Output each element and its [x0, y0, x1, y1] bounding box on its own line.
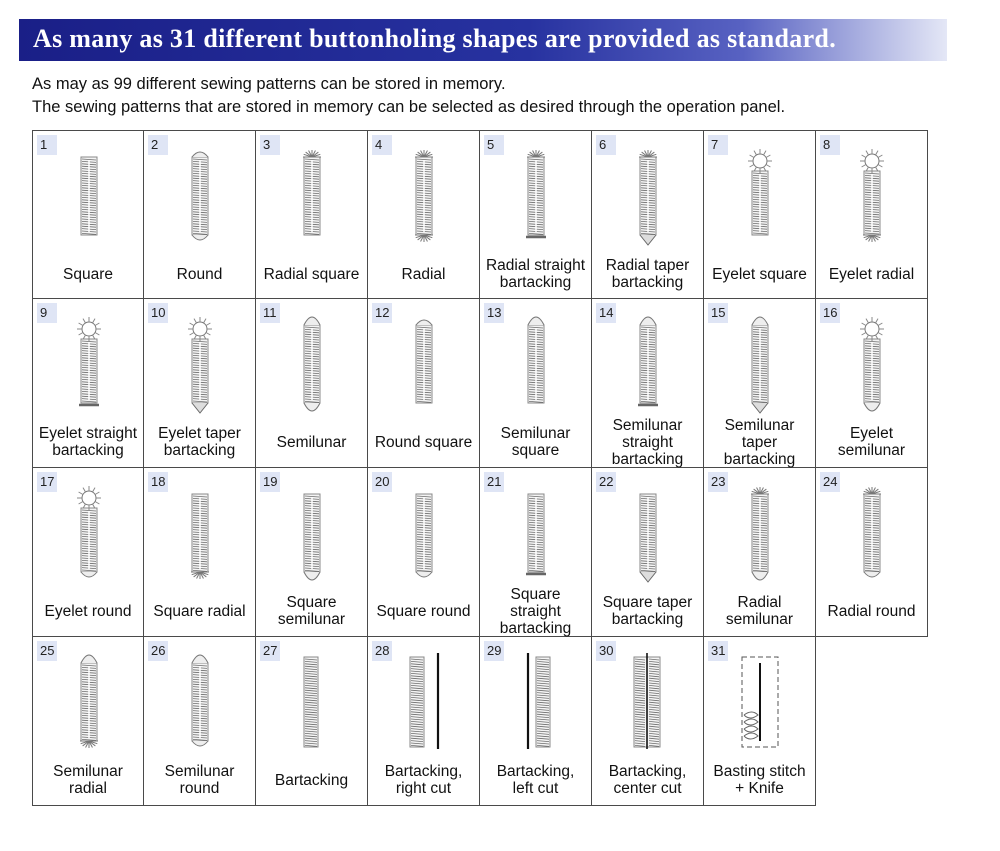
pattern-number: 20 — [372, 472, 392, 492]
square-round-buttonhole-icon — [394, 480, 454, 586]
pattern-number: 11 — [260, 303, 280, 323]
pattern-label: Semilunar — [276, 433, 347, 451]
pattern-cell — [368, 468, 480, 637]
pattern-cell — [144, 468, 256, 637]
pattern-cell — [144, 299, 256, 468]
pattern-cell — [816, 299, 928, 468]
pattern-number: 4 — [372, 135, 392, 155]
pattern-label: Bartacking, left cut — [496, 763, 575, 797]
intro-line-2: The sewing patterns that are stored in memory can be selected as desired through the operation panel. — [32, 98, 786, 116]
square-semilunar-buttonhole-icon — [282, 480, 342, 586]
radial-square-buttonhole-icon — [282, 143, 342, 249]
pattern-label: Eyelet round — [44, 602, 132, 620]
eyelet-taper-bartacking-buttonhole-icon — [170, 311, 230, 417]
pattern-cell — [368, 637, 480, 806]
pattern-number: 21 — [484, 472, 504, 492]
square-radial-buttonhole-icon — [170, 480, 230, 586]
pattern-cell — [144, 130, 256, 299]
pattern-cell — [592, 637, 704, 806]
pattern-label: Semilunar straight bartacking — [611, 416, 684, 468]
pattern-label: Square — [63, 265, 113, 283]
pattern-label: Eyelet taper bartacking — [158, 425, 241, 459]
pattern-label: Semilunar taper bartacking — [723, 416, 796, 468]
eyelet-radial-buttonhole-icon — [842, 143, 902, 249]
pattern-number: 18 — [148, 472, 168, 492]
pattern-cell — [256, 468, 368, 637]
pattern-label: Square straight bartacking — [499, 585, 572, 637]
pattern-number: 7 — [708, 135, 728, 155]
pattern-label: Square taper bartacking — [602, 594, 693, 628]
pattern-cell — [592, 299, 704, 468]
pattern-number: 14 — [596, 303, 616, 323]
semilunar-taper-bartacking-buttonhole-icon — [730, 311, 790, 417]
intro-text — [32, 73, 785, 119]
radial-buttonhole-icon — [394, 143, 454, 249]
pattern-cell — [368, 299, 480, 468]
pattern-label: Semilunar radial — [53, 763, 123, 797]
pattern-cell — [480, 637, 592, 806]
semilunar-round-buttonhole-icon — [170, 649, 230, 755]
pattern-number: 17 — [37, 472, 57, 492]
eyelet-square-buttonhole-icon — [730, 143, 790, 249]
square-straight-bartacking-buttonhole-icon — [506, 480, 566, 586]
bartacking-icon — [282, 649, 342, 755]
intro-line-1: As may as 99 different sewing patterns can be stored in memory. — [32, 75, 506, 93]
round-buttonhole-icon — [170, 143, 230, 249]
pattern-number: 31 — [708, 641, 728, 661]
pattern-label: Square semilunar — [277, 594, 346, 628]
pattern-cell — [32, 468, 144, 637]
pattern-label: Square radial — [153, 602, 246, 620]
pattern-label: Square round — [376, 602, 471, 620]
semilunar-square-buttonhole-icon — [506, 311, 566, 417]
pattern-number: 2 — [148, 135, 168, 155]
pattern-number: 10 — [148, 303, 168, 323]
pattern-label: Round — [176, 265, 223, 283]
pattern-cell — [480, 299, 592, 468]
pattern-label: Eyelet square — [712, 265, 807, 283]
pattern-label: Semilunar square — [500, 425, 571, 459]
pattern-number: 30 — [596, 641, 616, 661]
pattern-cell — [256, 130, 368, 299]
pattern-cell — [144, 637, 256, 806]
pattern-cell — [592, 130, 704, 299]
square-buttonhole-icon — [59, 143, 119, 249]
pattern-cell — [704, 468, 816, 637]
pattern-label: Radial round — [827, 602, 916, 620]
pattern-cell — [256, 637, 368, 806]
pattern-number: 24 — [820, 472, 840, 492]
pattern-number: 16 — [820, 303, 840, 323]
pattern-number: 28 — [372, 641, 392, 661]
pattern-label: Radial semilunar — [725, 594, 794, 628]
radial-taper-bartacking-buttonhole-icon — [618, 143, 678, 249]
pattern-number: 22 — [596, 472, 616, 492]
pattern-number: 5 — [484, 135, 504, 155]
semilunar-straight-bartacking-buttonhole-icon — [618, 311, 678, 417]
pattern-label: Eyelet straight bartacking — [38, 425, 138, 459]
bartacking-center-cut-icon — [618, 649, 678, 755]
pattern-number: 8 — [820, 135, 840, 155]
pattern-number: 29 — [484, 641, 504, 661]
eyelet-straight-bartacking-buttonhole-icon — [59, 311, 119, 417]
eyelet-semilunar-buttonhole-icon — [842, 311, 902, 417]
pattern-number: 6 — [596, 135, 616, 155]
pattern-label: Radial — [401, 265, 446, 283]
pattern-cell — [592, 468, 704, 637]
pattern-label: Radial square — [263, 265, 360, 283]
pattern-cell — [816, 130, 928, 299]
pattern-label: Basting stitch + Knife — [713, 763, 806, 797]
square-taper-bartacking-buttonhole-icon — [618, 480, 678, 586]
eyelet-round-buttonhole-icon — [59, 480, 119, 586]
pattern-cell — [704, 637, 816, 806]
round-square-buttonhole-icon — [394, 311, 454, 417]
semilunar-radial-buttonhole-icon — [59, 649, 119, 755]
bartacking-right-cut-icon — [394, 649, 454, 755]
pattern-label: Eyelet radial — [828, 265, 915, 283]
pattern-number: 23 — [708, 472, 728, 492]
page-title: As many as 31 different buttonholing shapes are provided as standard. — [33, 24, 836, 53]
pattern-label: Bartacking — [274, 771, 349, 789]
basting-stitch-knife-icon — [730, 649, 790, 755]
bartacking-left-cut-icon — [506, 649, 566, 755]
pattern-number: 3 — [260, 135, 280, 155]
pattern-number: 13 — [484, 303, 504, 323]
pattern-cell — [256, 299, 368, 468]
pattern-cell — [816, 468, 928, 637]
pattern-number: 27 — [260, 641, 280, 661]
pattern-cell — [480, 468, 592, 637]
pattern-number: 9 — [37, 303, 57, 323]
pattern-number: 26 — [148, 641, 168, 661]
pattern-cell — [368, 130, 480, 299]
pattern-number: 1 — [37, 135, 57, 155]
pattern-number: 25 — [37, 641, 57, 661]
semilunar-buttonhole-icon — [282, 311, 342, 417]
pattern-label: Radial straight bartacking — [485, 257, 586, 291]
pattern-label: Radial taper bartacking — [605, 257, 690, 291]
pattern-label: Round square — [374, 433, 473, 451]
pattern-label: Eyelet semilunar — [837, 425, 906, 459]
pattern-cell — [704, 130, 816, 299]
radial-semilunar-buttonhole-icon — [730, 480, 790, 586]
radial-straight-bartacking-buttonhole-icon — [506, 143, 566, 249]
pattern-label: Bartacking, center cut — [608, 763, 687, 797]
radial-round-buttonhole-icon — [842, 480, 902, 586]
pattern-cell — [704, 299, 816, 468]
pattern-cell — [32, 130, 144, 299]
pattern-number: 12 — [372, 303, 392, 323]
pattern-cell — [480, 130, 592, 299]
pattern-label: Semilunar round — [164, 763, 235, 797]
pattern-label: Bartacking, right cut — [384, 763, 463, 797]
pattern-cell — [32, 637, 144, 806]
pattern-grid — [32, 130, 930, 807]
pattern-number: 19 — [260, 472, 280, 492]
pattern-cell — [32, 299, 144, 468]
title-banner — [19, 19, 947, 61]
pattern-number: 15 — [708, 303, 728, 323]
